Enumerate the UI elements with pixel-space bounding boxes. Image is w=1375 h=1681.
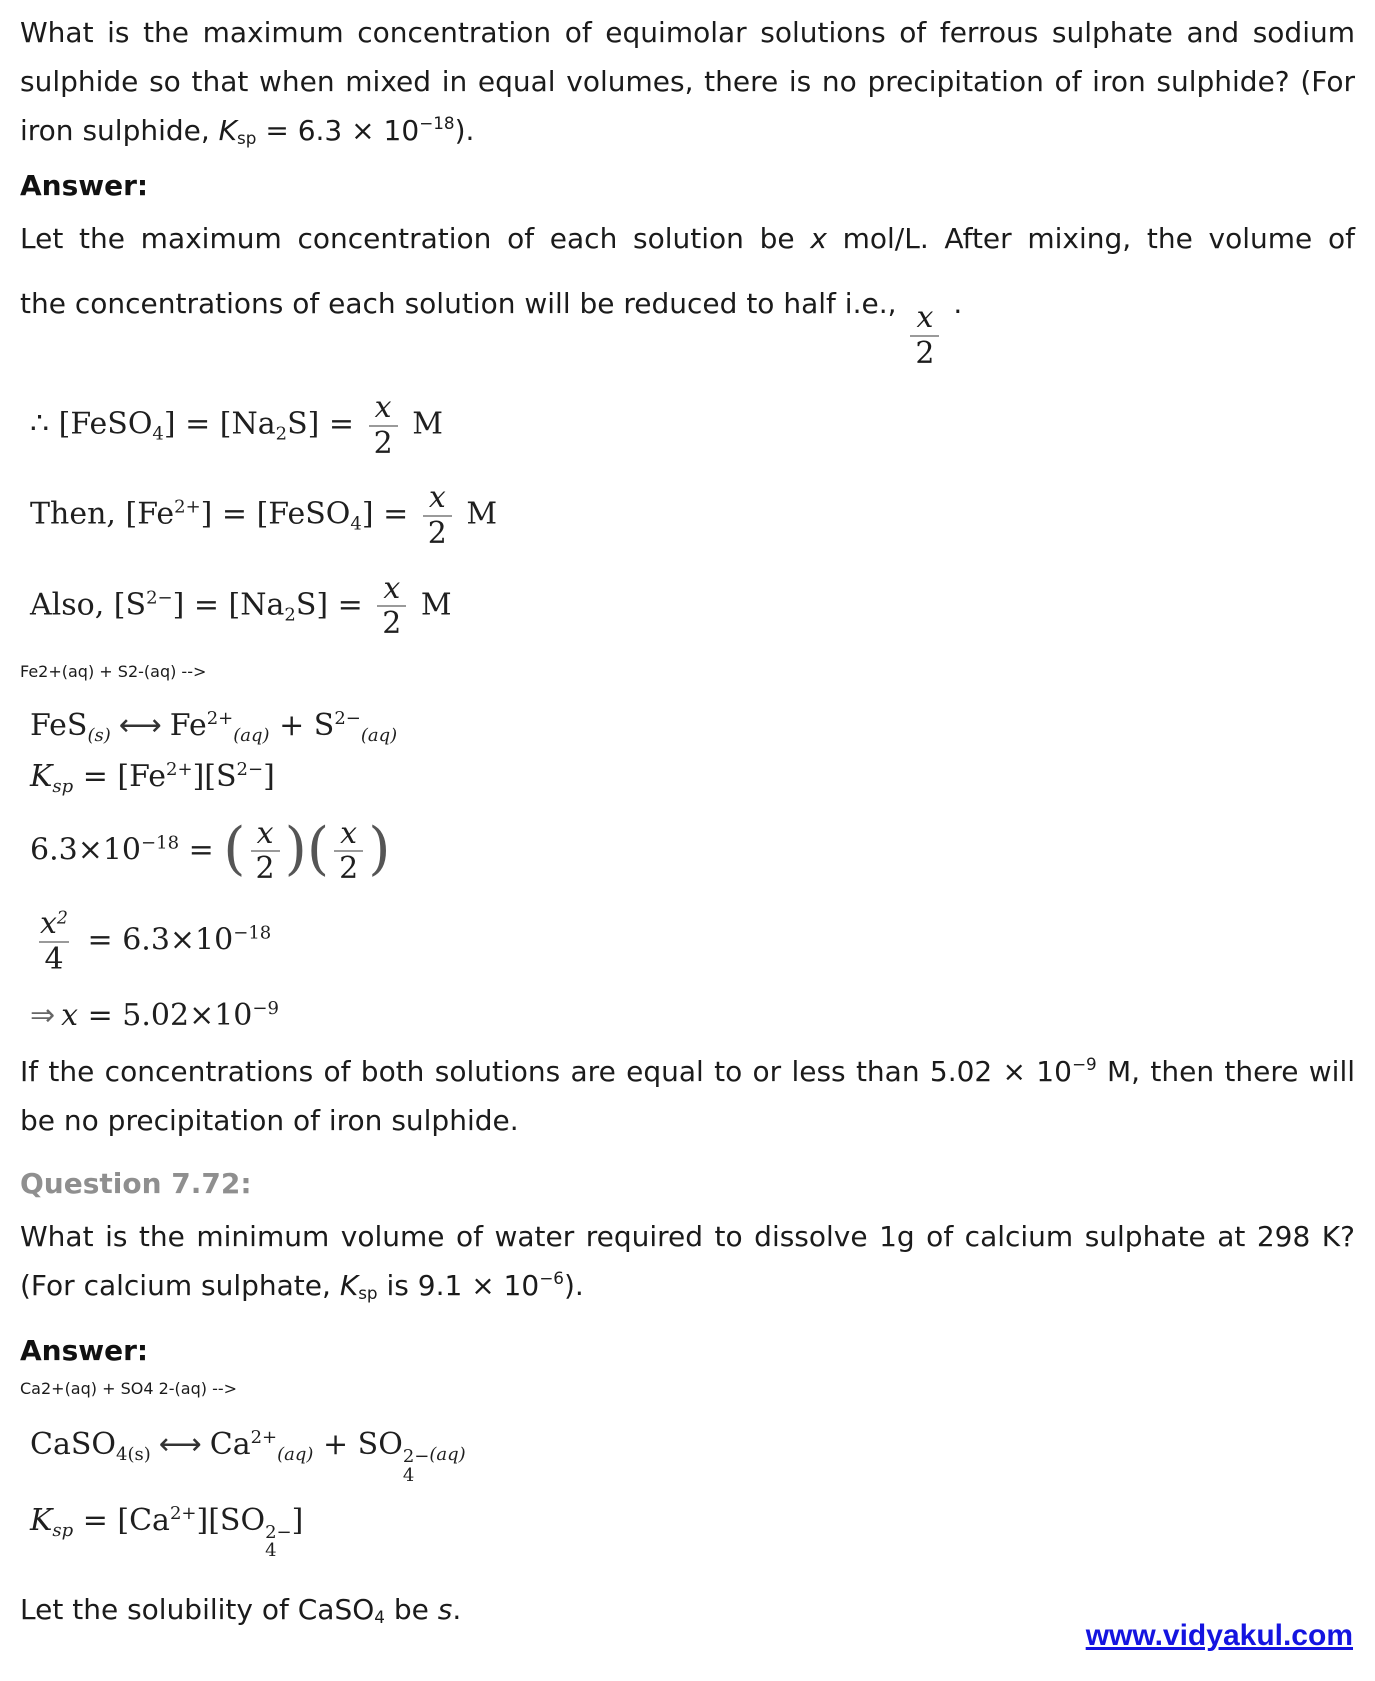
equation-ksp-value: $6.3\times 10^{-18}$ = ( $\frac{x}{2}$ )( $\frac{x}{2}$ ) <box>30 815 391 887</box>
math-fraction: $\frac{x}{2}$ <box>334 817 363 886</box>
equation-feso4-na2s: ∴ [FeSO$_4$] = $[Na_2S]$ = $\frac{x}{2}$ M <box>30 390 443 461</box>
math-fraction: $\frac{x}{2}$ <box>910 301 939 370</box>
conclusion-text: If the concentrations of both solutions are equal to or less than $5.02 \times 10^{-9}$ M, then there will be no precipitation of iron sulphide. <box>20 1053 1356 1137</box>
ksp-subscript: sp <box>237 128 257 149</box>
vidyakul-link[interactable]: www.vidyakul.com <box>1085 1619 1353 1652</box>
math-fraction: $\frac{x}{2}$ <box>423 481 452 550</box>
solubility-statement: Let the solubility of CaSO$_4$ be s. <box>20 1593 462 1628</box>
implies-arrow-icon: ⇒ <box>30 998 56 1034</box>
math-fraction: $\frac{x^2}{4}$ <box>40 905 68 977</box>
footer <box>1086 1619 1353 1653</box>
variable-s: s <box>437 1593 453 1627</box>
math-fraction: $\frac{x}{2}$ <box>377 572 406 641</box>
big-paren: ) <box>368 816 391 883</box>
equation-ksp-caso4: $K_{sp} = [Ca^{2+}][SO$ 2− 4 ] <box>30 1502 304 1562</box>
ksp-subscript: sp <box>358 1282 378 1303</box>
equilibrium-arrow-icon: ⟷ <box>118 707 162 743</box>
answer-label: Answer: <box>20 169 149 202</box>
ksp-symbol: K <box>339 1268 359 1302</box>
big-paren: ( <box>223 816 246 883</box>
question-text-part: = 6.3 × 10 <box>256 114 420 147</box>
question-7-71-text <box>20 8 1355 155</box>
answer-intro-line2: the concentrations of each solution will be reduced to half i.e., $\frac{x}{2}$ . <box>20 287 963 371</box>
equation-caso4-dissociation: CaSO$_{4(s)}$ ⟷ $Ca^{2+}_{(aq)}$ + SO 2− 4 $_{(aq)}$ <box>30 1426 466 1486</box>
equation-fe2-feso4: Then, $[Fe^{2+}]$ = [FeSO$_4$] = $\frac{x}{2}$ M <box>30 480 498 551</box>
answer-label: Answer: <box>20 1333 149 1367</box>
charge-stack: 2− 4 <box>265 1521 292 1562</box>
exponent: −6 <box>539 1267 564 1288</box>
answer-intro-line1: Let the maximum concentration of each solution be x mol/L. After mixing, the volume of <box>20 222 1355 255</box>
question-7-72-text: What is the minimum volume of water required to dissolve 1g of calcium sulphate at 298 K? (For calcium sulphate, $K_{sp}$ is $9.1 \times 10^{-6}$). <box>20 1219 1355 1303</box>
question-7-72-label: Question 7.72: <box>20 1166 252 1200</box>
big-paren: ) <box>284 816 307 883</box>
variable-x: x <box>810 222 827 255</box>
equilibrium-arrow-icon: ⟷ <box>158 1426 202 1462</box>
exponent: −9 <box>1071 1053 1097 1074</box>
math-fraction: $\frac{x}{2}$ <box>251 817 280 886</box>
big-paren: ( <box>306 816 330 883</box>
ksp-symbol: K <box>218 114 238 147</box>
therefore-symbol: ∴ <box>30 406 50 442</box>
equation-s2-na2s: Also, $[S^{2-}] = [Na_2S]$ = $\frac{x}{2}$ M <box>30 570 452 642</box>
math-fraction: $\frac{x}{2}$ <box>369 391 398 460</box>
question-text-part: ). <box>454 114 475 147</box>
question-text-part: What is the maximum concentration of equimolar solutions of ferrous sulphate and sodium sulphide so that when mixed in equal volumes, there is no precipitation of iron sulphide? (For iron sulphide, <box>20 16 1355 147</box>
charge-stack: 2− 4 <box>402 1445 430 1486</box>
exponent: −18 <box>419 113 455 134</box>
equation-x-result: ⇒ $x = 5.02\times 10^{-9}$ <box>30 997 279 1034</box>
equation-ksp-fes: $K_{sp} = [Fe^{2+}][S^{2-}]$ <box>30 759 275 797</box>
document-page: What is the maximum concentration of equimolar solutions of ferrous sulphate and sodium sulphide so that when mixed in equal volumes, there is no precipitation of iron sulphide? (For iron sulphide, $K_{sp} = 6.3 \times 10^{-18}$). Answer: Let the maximum concentration of each solution be x mol/L. After mixing, the volume of the concentrations of each solution will be reduced to half i.e., $\frac{x}{2}$ . ∴ [FeSO$_4$] = $[Na_2S]$ = $\frac{x}{2}$ M Then, $[Fe^{2+}]$ = [FeSO$_4$] = $\frac{x}{2}$ M Also, $[S^{2-}] = [Na_2S]$ = $\frac{x}{2}$ M Fe2+(aq) + S2-(aq) --> FeS$_{(s)}$ ⟷ $Fe^{2+}_{(aq)} + S^{2-}_{(aq)}$ $K_{sp} = [Fe^{2+}][S^{2-}]$ $6.3\times 10^{-18}$ = ( $\frac{x}{2}$ )( $\frac{x}{2}$ ) $\frac{x^2}{4}$ = $6.3\times 10^{-18}$ ⇒ $x = 5.02\times 10^{-9}$ If the concentrations of both solutions are equal to or less than $5.02 \times 10^{-9}$ M, then there will be no precipitation of iron sulphide. Question 7.72: What is the minimum volume of water required to dissolve 1g of calcium sulphate at 298 K? (For calcium sulphate, $K_{sp}$ is $9.1 \times 10^{-6}$). Answer: Ca2+(aq) + SO4 2-(aq) --> CaSO$_{4(s)}$ ⟷ $Ca^{2+}_{(aq)}$ + SO 2− 4 $_{(aq)}$ $K_{sp} = [Ca^{2+}][SO$ 2− 4 ] Let the solubility of CaSO$_4$ be s. www.vidyakul.com <box>0 0 1375 1681</box>
equation-x-squared: $\frac{x^2}{4}$ = $6.3\times 10^{-18}$ <box>30 907 1355 976</box>
equation-fes-dissociation: FeS$_{(s)}$ ⟷ $Fe^{2+}_{(aq)} + S^{2-}_{(aq)}$ <box>30 707 398 746</box>
